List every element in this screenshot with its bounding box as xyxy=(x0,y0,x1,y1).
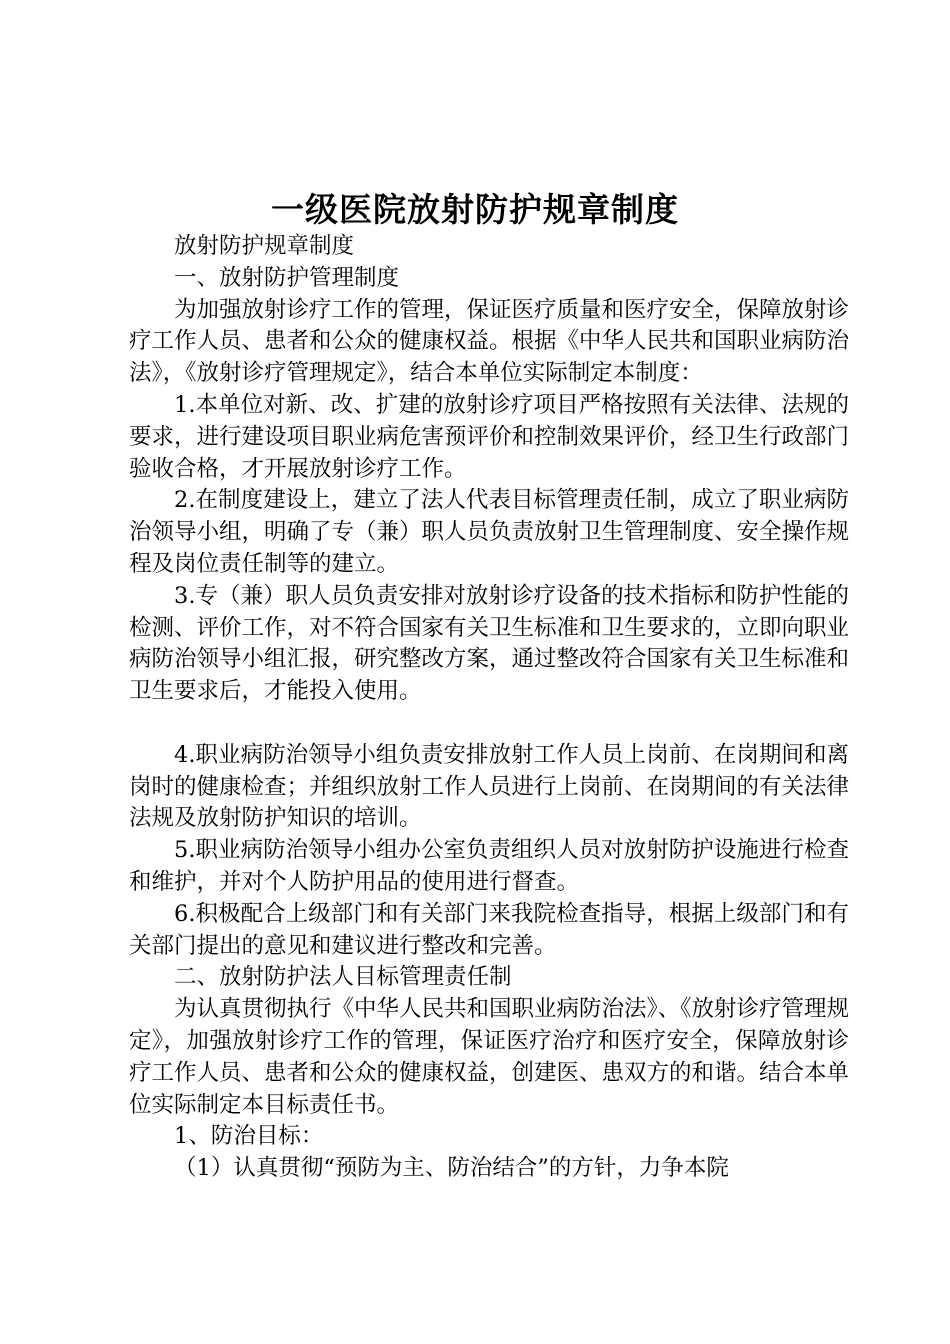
document-body xyxy=(129,231,849,1185)
rule-item-6: 6.积极配合上级部门和有关部门来我院检查指导，根据上级部门和有关部门提出的意见和建议进行整改和完善。 xyxy=(129,900,849,959)
goal-heading: 1、防治目标： xyxy=(174,1123,324,1150)
rule-item-1: 1.本单位对新、改、扩建的放射诊疗项目严格按照有关法律、法规的要求，进行建设项目职业病危害预评价和控制效果评价，经卫生行政部门验收合格，才开展放射诊疗工作。 xyxy=(129,391,850,482)
document-title: 一级医院放射防护规章制度 xyxy=(271,190,679,229)
section-heading-2: 二、放射防护法人目标管理责任制 xyxy=(174,964,512,991)
section-heading-1: 一、放射防护管理制度 xyxy=(174,264,400,291)
responsibility-intro-paragraph: 为认真贯彻执行《中华人民共和国职业病防治法》、《放射诊疗管理规定》，加强放射诊疗工作的管理，保证医疗治疗和医疗安全，保障放射诊疗工作人员、患者和公众的健康权益，创建医、患双方的和谐。结合本单位实际制定本目标责任书。 xyxy=(129,996,850,1118)
rule-item-5: 5.职业病防治领导小组办公室负责组织人员对放射防护设施进行检查和维护，并对个人防护用品的使用进行督查。 xyxy=(129,837,849,895)
subtitle-paragraph: 放射防护规章制度 xyxy=(174,233,355,259)
rule-item-4: 4.职业病防治领导小组负责安排放射工作人员上岗前、在岗期间和离岗时的健康检查；并组织放射工作人员进行上岗前、在岗期间的有关法律法规及放射防护知识的培训。 xyxy=(129,741,850,832)
intro-paragraph: 为加强放射诊疗工作的管理，保证医疗质量和医疗安全，保障放射诊疗工作人员、患者和公众的健康权益。根据《中华人民共和国职业病防治法》，《放射诊疗管理规定》，结合本单位实际制定本制度： xyxy=(129,296,850,387)
rule-item-2: 2.在制度建设上，建立了法人代表目标管理责任制，成立了职业病防治领导小组，明确了专（兼）职人员负责放射卫生管理制度、安全操作规程及岗位责任制等的建立。 xyxy=(129,487,850,577)
rule-item-3: 3.专（兼）职人员负责安排对放射诊疗设备的技术指标和防护性能的检测、评价工作，对不符合国家有关卫生标准和卫生要求的，立即向职业病防治领导小组汇报，研究整改方案，通过整改符合国家有关卫生标准和卫生要求后，才能投入使用。 xyxy=(129,582,850,705)
goal-item-1: （1）认真贯彻“预防为主、防治结合”的方针，力争本院 xyxy=(174,1155,729,1182)
